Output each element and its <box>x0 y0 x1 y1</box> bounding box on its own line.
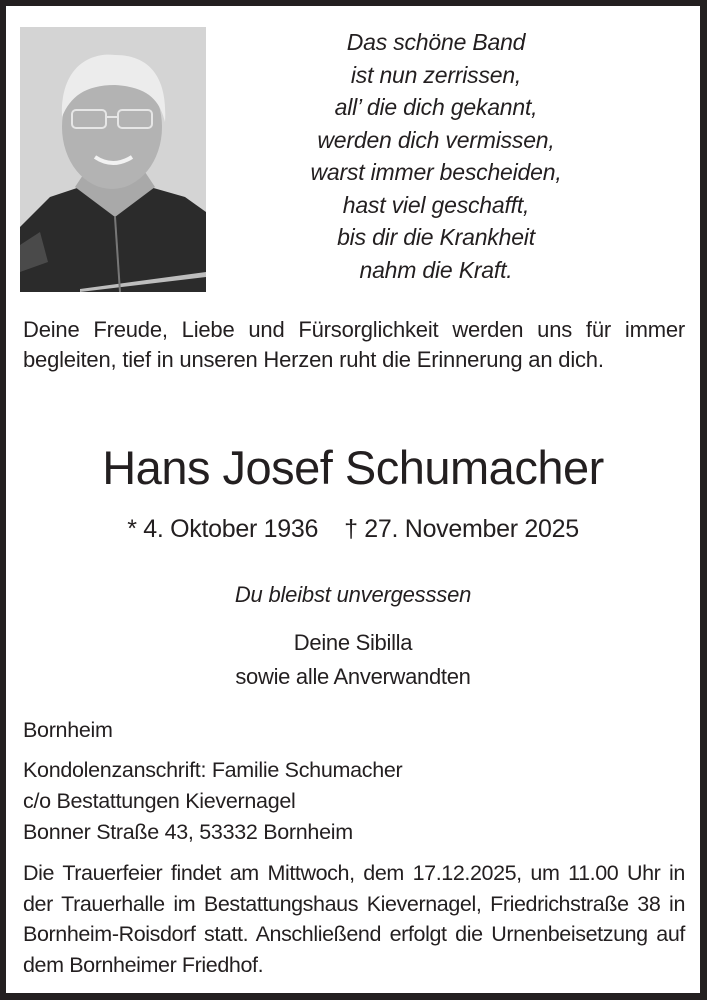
mourner-line: Deine Sibilla <box>293 630 413 655</box>
portrait-image <box>20 27 206 292</box>
deceased-name: Hans Josef Schumacher <box>102 441 604 494</box>
address-line: Bonner Straße 43, 53332 Bornheim <box>23 820 353 844</box>
poem-line: ist nun zerrissen, <box>350 61 522 88</box>
birth-date: * 4. Oktober 1936 <box>127 515 319 543</box>
poem-line: werden dich vermissen, <box>317 126 555 153</box>
mourners <box>6 626 700 694</box>
poem-line: bis dir die Krankheit <box>337 224 535 250</box>
poem <box>276 26 596 286</box>
condolence-address <box>23 755 402 848</box>
poem-line: Das schöne Band <box>346 29 526 55</box>
death-date: † 27. November 2025 <box>344 515 579 543</box>
poem-line: nahm die Kraft. <box>359 256 513 283</box>
portrait-photo <box>20 27 206 292</box>
address-line: Kondolenzanschrift: Familie Schumacher <box>23 758 403 782</box>
motto: Du bleibst unvergesssen <box>234 582 472 607</box>
place: Bornheim <box>23 718 113 742</box>
service-details: Die Trauerfeier findet am Mittwoch, dem 17.12.2025, um 11.00 Uhr in der Trauerhalle im Bestattungshaus Kievernagel, Friedrichstraße 38 in Bornheim-Roisdorf statt. Anschließend erfolgt die Urnenbeisetzung auf dem Bornheimer Friedhof. <box>23 861 685 977</box>
mourner-line: sowie alle Anverwandten <box>235 664 471 689</box>
obituary-card <box>6 6 700 993</box>
address-line: c/o Bestattungen Kievernagel <box>23 789 296 813</box>
poem-line: hast viel geschafft, <box>342 191 530 218</box>
poem-line: all’ die dich gekannt, <box>334 94 538 120</box>
life-dates <box>6 512 700 546</box>
poem-line: warst immer bescheiden, <box>310 159 562 185</box>
intro-paragraph: Deine Freude, Liebe und Fürsorglichkeit werden uns für immer begleiten, tief in unseren Herzen ruht die Erinnerung an dich. <box>23 317 685 372</box>
